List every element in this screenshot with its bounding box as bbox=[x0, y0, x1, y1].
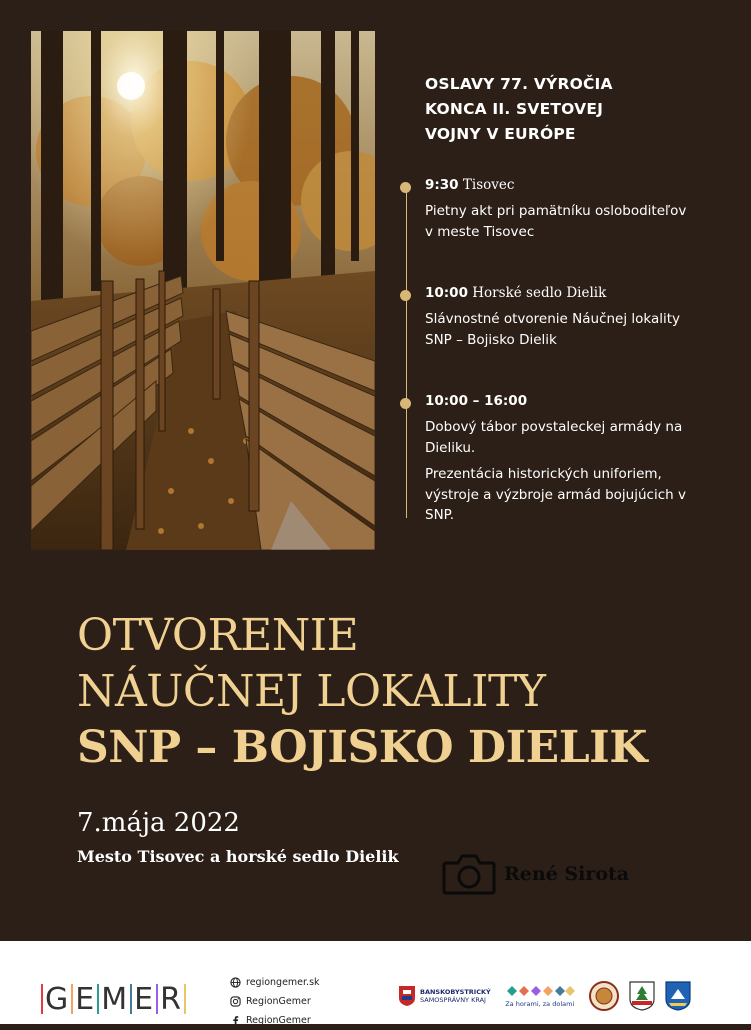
headline-line-3: VOJNY V EURÓPE bbox=[425, 125, 576, 143]
schedule-description-line: Pietny akt pri pamätníku osloboditeľov v meste Tisovec bbox=[425, 203, 687, 240]
globe-icon bbox=[230, 977, 241, 988]
logo-bar bbox=[97, 984, 99, 1014]
logo-letter: E bbox=[75, 981, 96, 1017]
schedule-place: Horské sedlo Dielik bbox=[472, 285, 607, 301]
zahorami-logo bbox=[505, 984, 575, 1008]
instagram-icon bbox=[230, 996, 241, 1007]
bbsk-line-1: BANSKOBYSTRICKÝ bbox=[420, 988, 491, 996]
poster-title bbox=[77, 608, 737, 776]
trench-forest-photo bbox=[31, 31, 375, 550]
title-line-2: NÁUČNEJ LOKALITY bbox=[77, 666, 546, 717]
trench-forest-illustration bbox=[31, 31, 375, 550]
timeline-dot bbox=[400, 398, 411, 409]
headline-line-1: OSLAVY 77. VÝROČIA bbox=[425, 75, 613, 93]
zahorami-text: Za horami, za dolami bbox=[505, 1000, 575, 1008]
title-line-3: SNP – BOJISKO DIELIK bbox=[77, 722, 647, 773]
headline-line-2: KONCA II. SVETOVEJ bbox=[425, 100, 604, 118]
logo-bar bbox=[130, 984, 132, 1014]
zahorami-mark-icon bbox=[505, 984, 575, 998]
facebook-text: RegionGemer bbox=[246, 1015, 311, 1026]
event-location: Mesto Tisovec a horské sedlo Dielik bbox=[77, 847, 399, 866]
bbsk-text bbox=[420, 988, 491, 1004]
logo-bar bbox=[41, 984, 43, 1014]
gemer-logo bbox=[39, 981, 188, 1017]
instagram-text: RegionGemer bbox=[246, 996, 311, 1007]
schedule-description-line: Prezentácia historických uniforiem, výstroje a výzbroje armád bojujúcich v SNP. bbox=[425, 466, 686, 523]
schedule-description bbox=[425, 201, 695, 248]
facebook-link[interactable] bbox=[230, 1011, 320, 1030]
social-links bbox=[230, 973, 320, 1030]
tisovec-coat-of-arms-icon bbox=[629, 981, 655, 1011]
camera-icon bbox=[442, 853, 496, 895]
schedule-time: 9:30 bbox=[425, 177, 459, 193]
logo-letter: M bbox=[101, 981, 129, 1017]
coat-of-arms-icon bbox=[665, 981, 691, 1011]
schedule-description bbox=[425, 309, 695, 356]
bbsk-logo bbox=[398, 985, 491, 1007]
logo-letter: R bbox=[160, 981, 182, 1017]
event-headline bbox=[425, 72, 725, 147]
timeline-line bbox=[406, 184, 407, 518]
photographer-name: René Sirota bbox=[504, 863, 630, 885]
facebook-icon bbox=[230, 1015, 241, 1026]
website-link[interactable] bbox=[230, 973, 320, 992]
round-seal-icon bbox=[589, 981, 619, 1011]
timeline-dot bbox=[400, 290, 411, 301]
timeline-dot bbox=[400, 182, 411, 193]
schedule-time: 10:00 – 16:00 bbox=[425, 393, 528, 409]
footer bbox=[0, 941, 751, 1024]
title-line-1: OTVORENIE bbox=[77, 610, 359, 661]
bbsk-shield-icon bbox=[398, 985, 416, 1007]
logo-letter: G bbox=[45, 981, 70, 1017]
logo-bar bbox=[71, 984, 73, 1014]
logo-bar bbox=[184, 984, 186, 1014]
website-text: regiongemer.sk bbox=[246, 977, 320, 988]
schedule-time: 10:00 bbox=[425, 285, 468, 301]
logo-bar bbox=[156, 984, 158, 1014]
schedule-time-row bbox=[425, 393, 527, 409]
schedule-time-row bbox=[425, 177, 514, 193]
partner-logos bbox=[398, 981, 701, 1011]
schedule-place: Tisovec bbox=[462, 177, 515, 193]
photo-credit bbox=[442, 852, 629, 896]
schedule-description-line: Dobový tábor povstaleckej armády na Dieliku. bbox=[425, 419, 683, 456]
event-date: 7.mája 2022 bbox=[77, 808, 240, 838]
schedule-description-line: Slávnostné otvorenie Náučnej lokality SNP – Bojisko Dielik bbox=[425, 311, 681, 348]
bbsk-line-2: SAMOSPRÁVNY KRAJ bbox=[420, 996, 486, 1004]
logo-letter: E bbox=[134, 981, 155, 1017]
schedule-time-row bbox=[425, 285, 606, 301]
schedule-description bbox=[425, 417, 695, 532]
instagram-link[interactable] bbox=[230, 992, 320, 1011]
